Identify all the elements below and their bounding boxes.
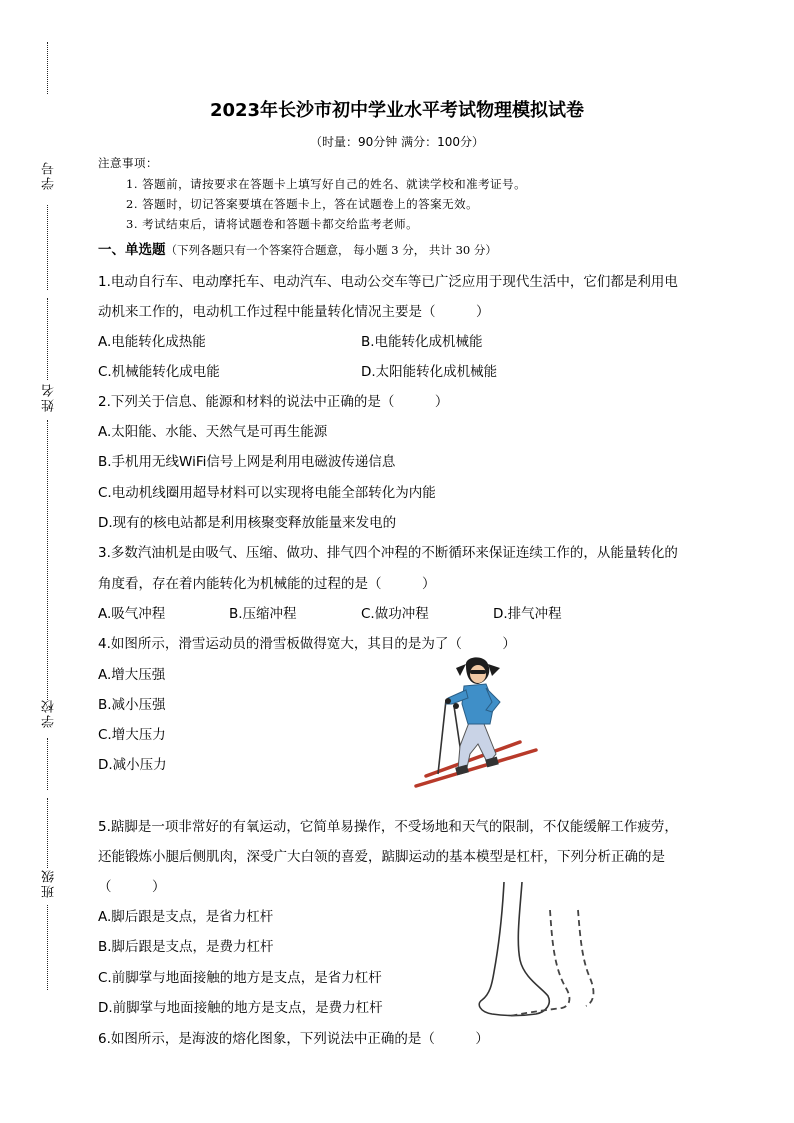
- binding-margin: [0, 0, 90, 1123]
- question-5-stem: 5.踮脚是一项非常好的有氧运动，它简单易操作，不受场地和天气的限制，不仅能缓解工作疲劳，: [98, 819, 678, 835]
- question-4-option-a: A.增大压强: [98, 667, 166, 683]
- binding-dotted-line: [47, 205, 48, 290]
- notice-item: 3. 考试结束后，请将试题卷和答题卡都交给监考老师。: [126, 217, 419, 231]
- binding-dotted-line: [47, 420, 48, 700]
- question-1-stem: 1.电动自行车、电动摩托车、电动汽车、电动公交车等已广泛应用于现代生活中，它们都是利用电: [98, 274, 678, 290]
- name-label: 姓名: [42, 382, 57, 412]
- section-note: （下列各题只有一个答案符合题意， 每小题 3 分， 共计 30 分）: [165, 243, 497, 257]
- notice-item: 1. 答题前，请按要求在答题卡上填写好自己的姓名、就读学校和准考证号。: [126, 177, 527, 191]
- skier-figure: [408, 654, 548, 794]
- binding-dotted-line: [47, 905, 48, 990]
- question-4-option-c: C.增大压力: [98, 727, 166, 743]
- foot-figure: [470, 880, 620, 1020]
- class-label: 班级: [42, 868, 57, 898]
- binding-dotted-line: [47, 42, 48, 94]
- binding-dotted-line: [47, 298, 48, 380]
- question-2-option-c: C.电动机线圈用超导材料可以实现将电能全部转化为内能: [98, 485, 436, 501]
- question-2-stem: 2.下列关于信息、能源和材料的说法中正确的是（ ）: [98, 394, 449, 410]
- question-3-option-d: D.排气冲程: [493, 606, 562, 622]
- question-4-option-d: D.减小压力: [98, 757, 167, 773]
- notice-heading: 注意事项：: [98, 156, 158, 170]
- question-1-option-d: D.太阳能转化成机械能: [361, 364, 498, 380]
- question-4-option-b: B.减小压强: [98, 697, 166, 713]
- question-4-stem: 4.如图所示，滑雪运动员的滑雪板做得宽大，其目的是为了（ ）: [98, 636, 516, 652]
- school-label: 学校: [42, 698, 57, 728]
- question-3-option-a: A.吸气冲程: [98, 606, 166, 622]
- question-1-option-a: A.电能转化成热能: [98, 334, 206, 350]
- question-6-stem: 6.如图所示，是海波的熔化图象，下列说法中正确的是（ ）: [98, 1031, 489, 1047]
- notice-item: 2. 答题时，切记答案要填在答题卡上，答在试题卷上的答案无效。: [126, 197, 479, 211]
- question-2-option-d: D.现有的核电站都是利用核聚变释放能量来发电的: [98, 515, 397, 531]
- binding-dotted-line: [47, 738, 48, 790]
- section-heading: [98, 238, 497, 258]
- question-5-option-d: D.前脚掌与地面接触的地方是支点，是费力杠杆: [98, 1000, 383, 1016]
- question-1-option-c: C.机械能转化成电能: [98, 364, 220, 380]
- question-5-stem-cont: （ ）: [98, 879, 166, 895]
- binding-dotted-line: [47, 798, 48, 868]
- question-2-option-a: A.太阳能、水能、天然气是可再生能源: [98, 424, 328, 440]
- exam-info: （时量：90分钟 满分：100分）: [310, 135, 484, 149]
- question-1-stem-cont: 动机来工作的，电动机工作过程中能量转化情况主要是（ ）: [98, 304, 490, 320]
- student-id-label: 学号: [42, 160, 57, 190]
- question-3-stem: 3.多数汽油机是由吸气、压缩、做功、排气四个冲程的不断循环来保证连续工作的，从能量转化的: [98, 545, 678, 561]
- page-title: 2023年长沙市初中学业水平考试物理模拟试卷: [209, 100, 585, 121]
- question-5-option-c: C.前脚掌与地面接触的地方是支点，是省力杠杆: [98, 970, 382, 986]
- question-5-option-a: A.脚后跟是支点，是省力杠杆: [98, 909, 274, 925]
- question-2-option-b: B.手机用无线WiFi信号上网是利用电磁波传递信息: [98, 454, 396, 470]
- question-3-stem-cont: 角度看，存在着内能转化为机械能的过程的是（ ）: [98, 576, 436, 592]
- question-5-option-b: B.脚后跟是支点，是费力杠杆: [98, 939, 274, 955]
- question-3-option-c: C.做功冲程: [361, 606, 429, 622]
- question-3-option-b: B.压缩冲程: [229, 606, 297, 622]
- question-1-option-b: B.电能转化成机械能: [361, 334, 483, 350]
- question-5-stem-cont: 还能锻炼小腿后侧肌肉，深受广大白领的喜爱，踮脚运动的基本模型是杠杆，下列分析正确的是: [98, 849, 665, 865]
- section-label: 一、单选题: [98, 242, 166, 258]
